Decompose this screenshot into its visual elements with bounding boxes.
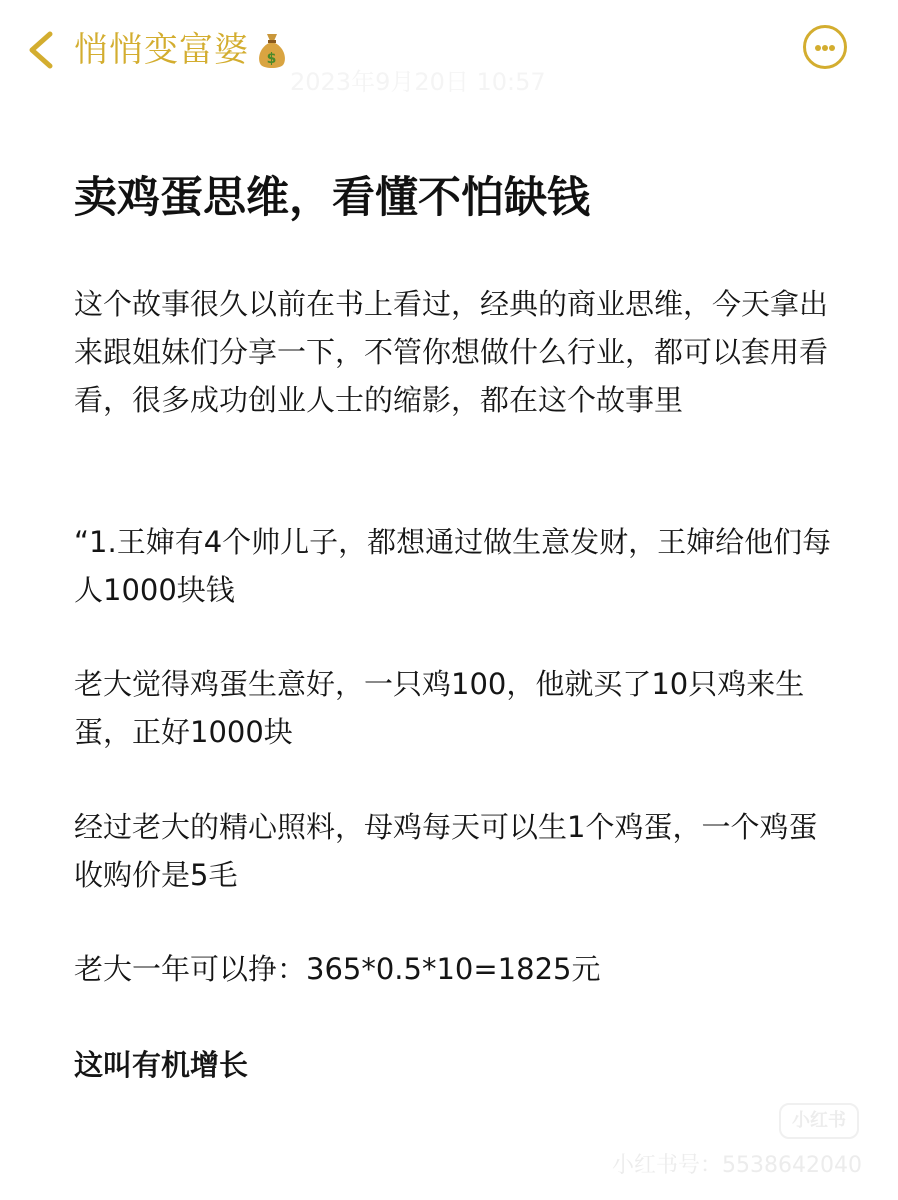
- article-title: 卖鸡蛋思维，看懂不怕缺钱: [74, 173, 590, 223]
- more-options-button[interactable]: [803, 25, 847, 69]
- paragraph-eldest-chickens: 老大觉得鸡蛋生意好，一只鸡100，他就买了10只鸡来生蛋，正好1000块: [74, 667, 805, 749]
- watermark-logo: 小红书: [779, 1103, 859, 1139]
- notebook-title-text: 悄悄变富婆: [74, 30, 249, 70]
- money-bag-icon: [255, 30, 289, 70]
- watermark-id: 小红书号：5538642040: [612, 1153, 862, 1178]
- paragraph-story-1: “1.王婶有4个帅儿子，都想通过做生意发财，王婶给他们每人1000块钱: [74, 525, 832, 607]
- paragraph-organic-growth: 这叫有机增长: [74, 1048, 249, 1082]
- paragraph-intro: 这个故事很久以前在书上看过，经典的商业思维，今天拿出来跟姐妹们分享一下，不管你想做什么行业，都可以套用看看，很多成功创业人士的缩影，都在这个故事里: [74, 287, 829, 417]
- svg-text:$: $: [266, 51, 278, 67]
- top-bar: [0, 0, 898, 100]
- more-dot: [829, 45, 835, 51]
- notebook-title[interactable]: [74, 28, 289, 72]
- faint-timestamp: 2023年9月20日 10:57: [290, 68, 546, 96]
- paragraph-eggs-price: 经过老大的精心照料，母鸡每天可以生1个鸡蛋，一个鸡蛋收购价是5毛: [74, 810, 818, 892]
- paragraph-yearly-earnings: 老大一年可以挣：365*0.5*10=1825元: [74, 952, 601, 986]
- more-dots-icon: [815, 45, 821, 51]
- chevron-left-icon[interactable]: [24, 30, 60, 70]
- more-dot: [822, 45, 828, 51]
